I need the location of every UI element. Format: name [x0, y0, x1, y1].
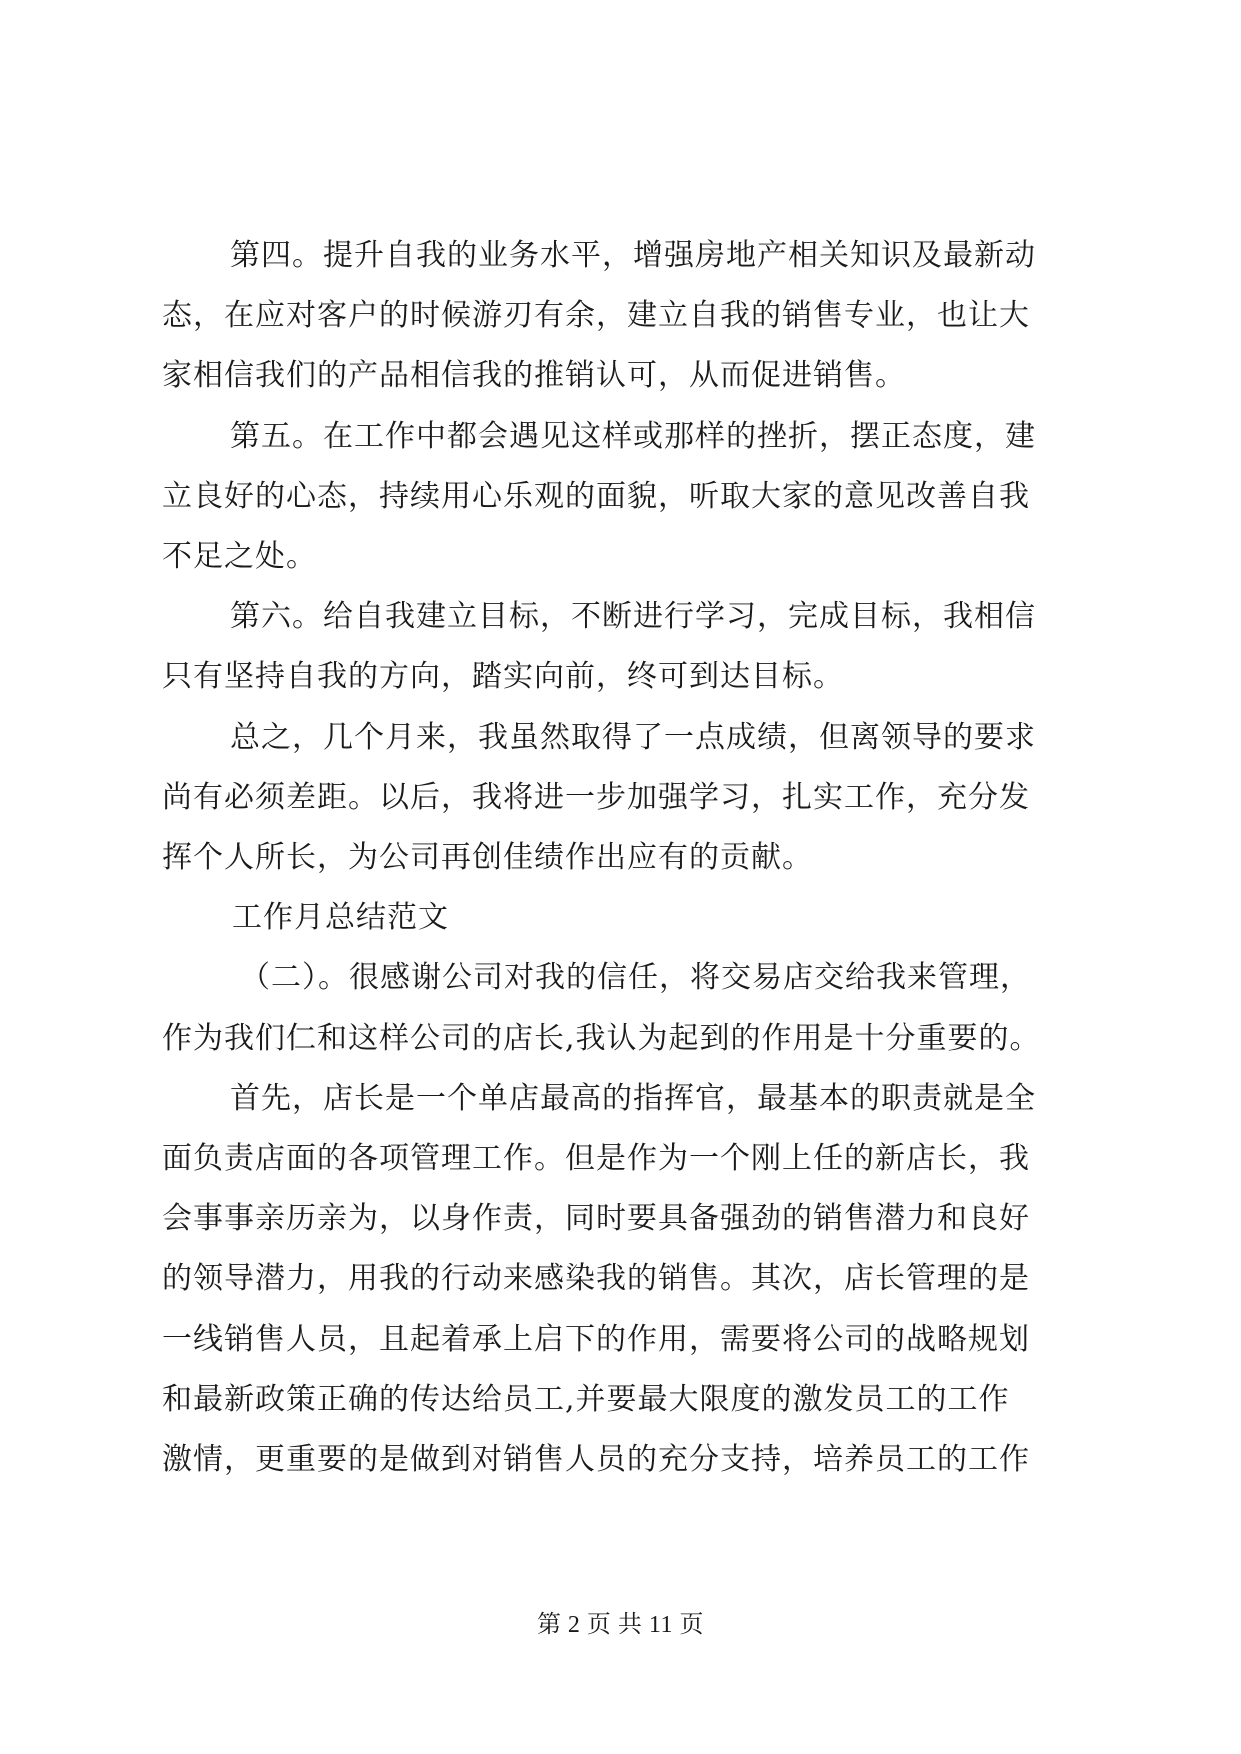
document-body [162, 226, 1092, 1490]
text-line: 家相信我们的产品相信我的推销认可，从而促进销售。 [162, 358, 906, 394]
text-line: 尚有必须差距。以后，我将进一步加强学习，扎实工作，充分发 [162, 779, 1030, 815]
text-line: 立良好的心态，持续用心乐观的面貌，听取大家的意见改善自我 [162, 478, 1030, 514]
text-line: （二）。很感谢公司对我的信任，将交易店交给我来管理， [240, 960, 1031, 996]
paragraph-fourth [162, 226, 1092, 407]
text-line: 第四。提升自我的业务水平，增强房地产相关知识及最新动 [230, 238, 1036, 273]
text-line: 面负责店面的各项管理工作。但是作为一个刚上任的新店长，我 [162, 1141, 1030, 1177]
text-line: 一线销售人员，且起着承上启下的作用，需要将公司的战略规划 [162, 1321, 1030, 1357]
text-line: 态，在应对客户的时候游刃有余，建立自我的销售专业，也让大 [162, 298, 1030, 334]
text-line: 作为我们仁和这样公司的店长,我认为起到的作用是十分重要的。 [162, 1020, 1041, 1056]
text-line: 和最新政策正确的传达给员工,并要最大限度的激发员工的工作 [162, 1381, 1010, 1417]
paragraph-summary [162, 708, 1092, 889]
text-line: 总之，几个月来，我虽然取得了一点成绩，但离领导的要求 [230, 719, 1036, 755]
text-line: 激情，更重要的是做到对销售人员的充分支持，培养员工的工作 [162, 1442, 1030, 1478]
section-heading [162, 888, 1092, 948]
text-line: 的领导潜力，用我的行动来感染我的销售。其次，店长管理的是 [162, 1261, 1030, 1297]
paragraph-fifth [162, 407, 1092, 588]
page-footer [0, 1604, 1241, 1639]
text-line: 首先，店长是一个单店最高的指挥官，最基本的职责就是全 [230, 1080, 1036, 1116]
text-line: 第六。给自我建立目标，不断进行学习，完成目标，我相信 [230, 599, 1036, 635]
text-line: 挥个人所长，为公司再创佳绩作出应有的贡献。 [162, 840, 813, 876]
paragraph-first-of-all [162, 1069, 1092, 1490]
paragraph-part-two [162, 948, 1092, 1068]
paragraph-sixth [162, 587, 1092, 707]
heading-text: 工作月总结范文 [232, 900, 449, 936]
text-line: 只有坚持自我的方向，踏实向前，终可到达目标。 [162, 659, 844, 695]
text-line: 不足之处。 [162, 539, 317, 575]
text-line: 会事事亲历亲为，以身作责，同时要具备强劲的销售潜力和良好 [162, 1201, 1030, 1237]
page-number-label: 第 2 页 共 11 页 [536, 1612, 705, 1638]
text-line: 第五。在工作中都会遇见这样或那样的挫折，摆正态度，建 [230, 418, 1036, 454]
